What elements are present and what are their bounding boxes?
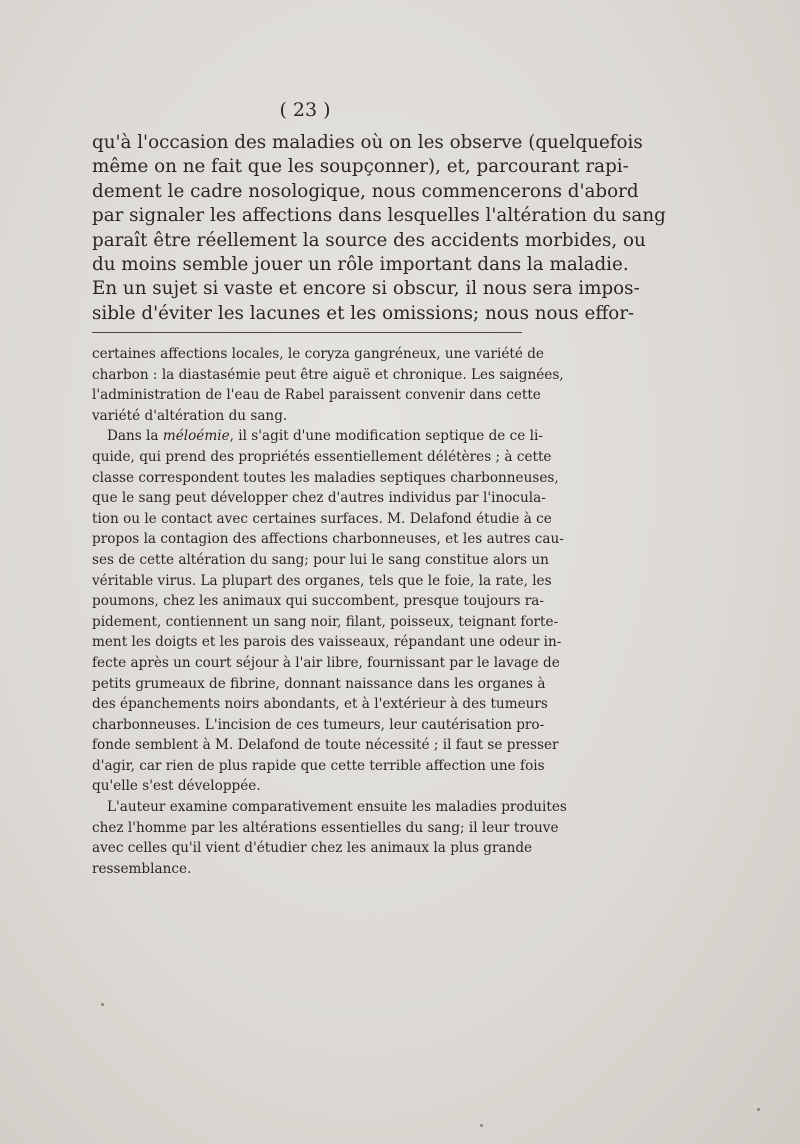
footnote-line: pidement, contiennent un sang noir, filant, poisseux, teignant forte- xyxy=(92,613,559,630)
footnote-line: des épanchements noirs abondants, et à l'extérieur à des tumeurs xyxy=(92,696,548,713)
footnote-line: certaines affections locales, le coryza gangréneux, une variété de xyxy=(92,346,544,362)
footnote-text: Dans la xyxy=(107,428,163,445)
footnote-line: l'administration de l'eau de Rabel paraissent convenir dans cette xyxy=(92,387,541,404)
footnote-line: quide, qui prend des propriétés essentiellement délétères ; à cette xyxy=(92,448,552,465)
footnote-line: classe correspondent toutes les maladies septiques charbonneuses, xyxy=(92,469,559,486)
footnote-line: que le sang peut développer chez d'autres individus par l'inocula- xyxy=(92,490,546,507)
text-line: paraît être réellement la source des accidents morbides, ou xyxy=(92,229,646,251)
footnote-line: poumons, chez les animaux qui succombent, presque toujours ra- xyxy=(92,593,544,610)
page-number: ( 23 ) xyxy=(279,99,331,121)
paper-speck xyxy=(757,1108,760,1111)
text-line: En un sujet si vaste et encore si obscur, il nous sera impos- xyxy=(92,278,640,300)
footnote-line: propos la contagion des affections charbonneuses, et les autres cau- xyxy=(92,531,564,548)
footnote-line: variété d'altération du sang. xyxy=(92,407,288,424)
footnote-text: , il s'agit d'une modification septique de ce li- xyxy=(229,428,543,445)
footnote-line: véritable virus. La plupart des organes, tels que le foie, la rate, les xyxy=(92,572,552,589)
footnote-line: charbon : la diastasémie peut être aiguë et chronique. Les saignées, xyxy=(92,366,564,383)
footnote-line: fecte après un court séjour à l'air libre, fournissant par le lavage de xyxy=(92,654,560,671)
footnote-paragraph xyxy=(92,344,564,426)
footnote-line: tion ou le contact avec certaines surfaces. M. Delafond étudie à ce xyxy=(92,510,552,527)
footnote-line xyxy=(92,426,543,447)
text-line: par signaler les affections dans lesquelles l'altération du sang xyxy=(92,205,666,227)
footnote-line: fonde semblent à M. Delafond de toute nécessité ; il faut se presser xyxy=(92,737,559,754)
text-line: qu'à l'occasion des maladies où on les observe (quelquefois xyxy=(92,132,643,153)
paper-speck xyxy=(480,1124,483,1127)
text-line: dement le cadre nosologique, nous commencerons d'abord xyxy=(92,180,639,202)
main-text xyxy=(92,131,666,326)
footnote-line: charbonneuses. L'incision de ces tumeurs, leur cautérisation pro- xyxy=(92,716,545,733)
text-line: même on ne fait que les soupçonner), et, parcourant rapi- xyxy=(92,156,629,178)
footnote-divider xyxy=(92,332,522,333)
footnote-line: ses de cette altération du sang; pour lui le sang constitue alors un xyxy=(92,551,549,568)
footnote-line: avec celles qu'il vient d'étudier chez les animaux la plus grande xyxy=(92,840,533,857)
footnote-line: ment les doigts et les parois des vaisseaux, répandant une odeur in- xyxy=(92,634,562,651)
footnote-line: d'agir, car rien de plus rapide que cette terrible affection une fois xyxy=(92,757,545,774)
text-line: du moins semble jouer un rôle important dans la maladie. xyxy=(92,254,629,276)
paper-speck xyxy=(101,1003,104,1006)
italic-term: méloémie xyxy=(162,428,230,445)
footnote-line: petits grumeaux de fibrine, donnant naissance dans les organes à xyxy=(92,675,546,692)
footnote-line: qu'elle s'est développée. xyxy=(92,778,261,795)
footnote-paragraph xyxy=(92,797,567,879)
footnote-line: chez l'homme par les altérations essentielles du sang; il leur trouve xyxy=(92,819,559,836)
footnote-line: L'auteur examine comparativement ensuite les maladies produites xyxy=(107,799,567,816)
footnote-paragraph xyxy=(92,426,564,797)
text-line: sible d'éviter les lacunes et les omissions; nous nous effor- xyxy=(92,302,635,324)
footnote-line: ressemblance. xyxy=(92,860,192,877)
footnote xyxy=(92,344,567,879)
